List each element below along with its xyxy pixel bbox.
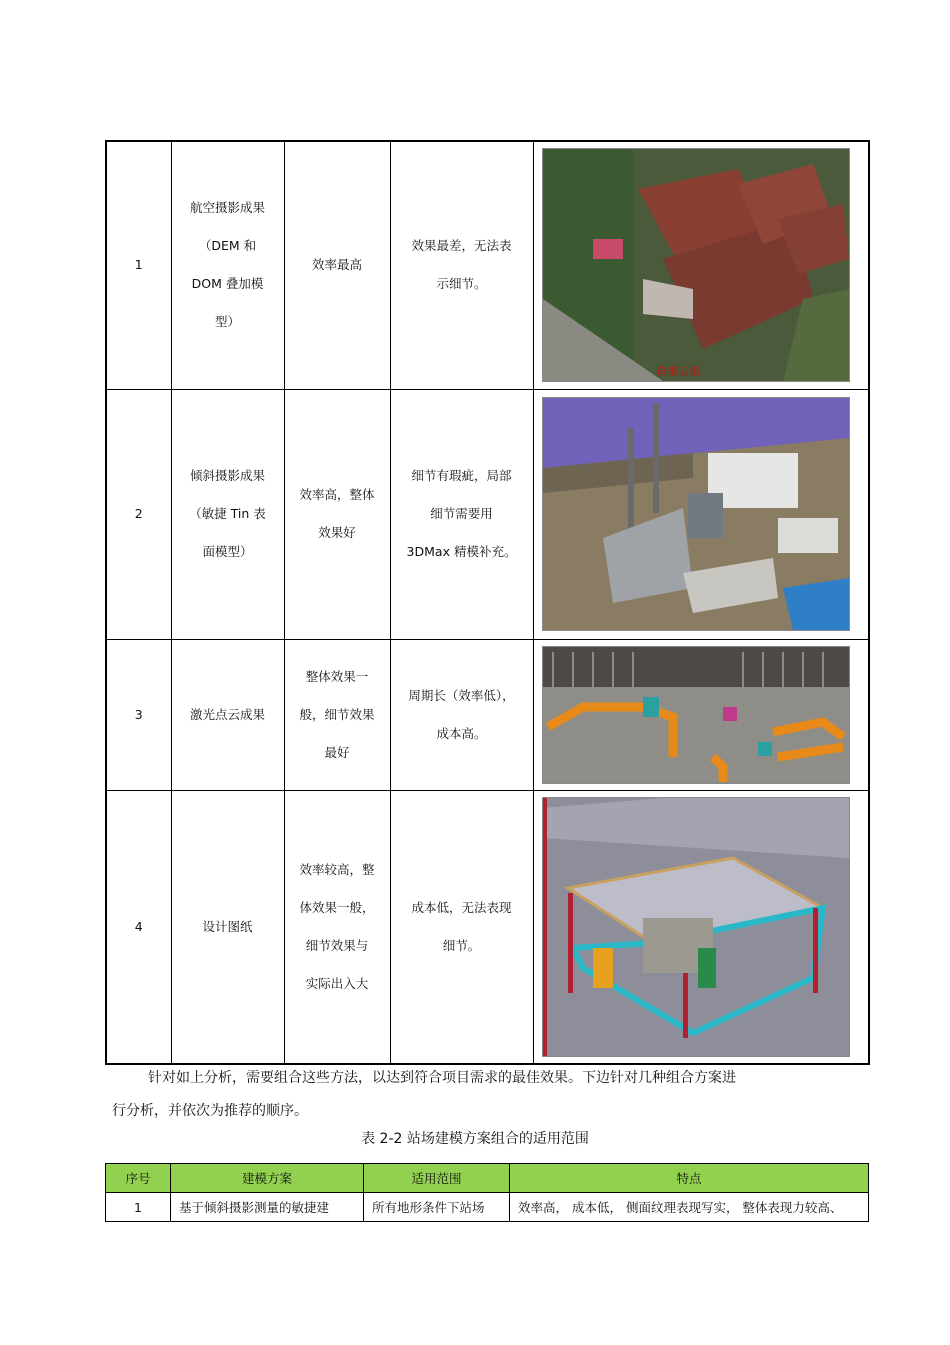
method-cell: [171, 639, 284, 790]
text-line: 效果最差，无法表: [411, 238, 512, 254]
image-cell: [533, 389, 869, 639]
text-line: 细节需要用: [430, 506, 493, 521]
text-line: 最好: [324, 744, 350, 760]
table-cell: 所有地形条件下站场: [364, 1193, 510, 1222]
effect-cell: [390, 389, 533, 639]
comparison-table: [105, 140, 870, 1065]
header-cell: 特点: [510, 1164, 869, 1193]
text-line: 面模型）: [202, 544, 253, 559]
design-drawing-image: [542, 797, 850, 1057]
text-line: 细节有瑕疵，局部: [411, 468, 512, 483]
efficiency-cell: [284, 639, 390, 790]
effect-cell: [390, 639, 533, 790]
image-cell: [533, 790, 869, 1064]
header-cell: 序号: [106, 1164, 171, 1193]
text-line: 示细节。: [436, 276, 487, 292]
text-line: 激光点云成果: [189, 706, 265, 722]
image-cell: [533, 141, 869, 389]
efficiency-cell: [284, 790, 390, 1064]
text-line: 效率最高: [311, 257, 362, 273]
text-line: 体效果一般，: [299, 899, 375, 915]
image-cell: [533, 639, 869, 790]
table-row: [106, 790, 869, 1064]
watermark-text: 黄季云摄: [655, 365, 700, 379]
text-line: 般，细节效果: [299, 706, 375, 722]
aerial-photo-image: [542, 148, 850, 382]
text-line: 效果好: [318, 525, 356, 540]
text-line: （DEM 和: [198, 238, 257, 254]
text-line: 型）: [214, 314, 240, 330]
table-caption: 表 2-2 站场建模方案组合的适用范围: [361, 1131, 589, 1147]
table-row: [106, 141, 869, 389]
table-cell: 1: [106, 1193, 171, 1222]
method-cell: [171, 389, 284, 639]
text-line: 整体效果一: [305, 668, 369, 684]
text-line: 效率高，整体: [299, 487, 375, 502]
method-cell: [171, 141, 284, 389]
text-line: 倾斜摄影成果: [189, 468, 265, 483]
text-line: 设计图纸: [202, 918, 253, 934]
text-line: 成本高。: [436, 725, 487, 741]
effect-cell: [390, 790, 533, 1064]
table-cell: 效率高， 成本低， 侧面纹理表现写实， 整体表现力较高、: [510, 1193, 869, 1222]
paragraph-line-1: 针对如上分析，需要组合这些方法，以达到符合项目需求的最佳效果。下边针对几种组合方案进: [148, 1070, 736, 1086]
paragraph-line-2: 行分析，并依次为推荐的顺序。: [112, 1103, 308, 1119]
row-number: 4: [106, 790, 171, 1064]
scheme-table: [105, 1163, 869, 1222]
text-line: 成本低，无法表现: [411, 899, 512, 915]
row-number: 1: [106, 141, 171, 389]
table-row: [106, 1193, 869, 1222]
text-line: DOM 叠加模: [191, 276, 264, 292]
header-cell: 建模方案: [171, 1164, 364, 1193]
oblique-model-image: [542, 397, 850, 631]
table-header-row: [106, 1164, 869, 1193]
efficiency-cell: [284, 389, 390, 639]
efficiency-cell: [284, 141, 390, 389]
row-number: 2: [106, 389, 171, 639]
point-cloud-image: [542, 646, 850, 784]
method-cell: [171, 790, 284, 1064]
table-cell: 基于倾斜摄影测量的敏捷建: [171, 1193, 364, 1222]
text-line: 细节。: [442, 937, 481, 953]
table-row: [106, 389, 869, 639]
text-line: 实际出入大: [305, 975, 369, 991]
row-number: 3: [106, 639, 171, 790]
text-line: 3DMax 精模补充。: [406, 544, 517, 559]
text-line: （敏捷 Tin 表: [189, 506, 266, 521]
header-cell: 适用范围: [364, 1164, 510, 1193]
text-line: 航空摄影成果: [189, 200, 265, 216]
effect-cell: [390, 141, 533, 389]
table-row: [106, 639, 869, 790]
text-line: 周期长（效率低），: [408, 687, 515, 703]
text-line: 细节效果与: [305, 937, 369, 953]
text-line: 效率较高，整: [299, 861, 375, 877]
